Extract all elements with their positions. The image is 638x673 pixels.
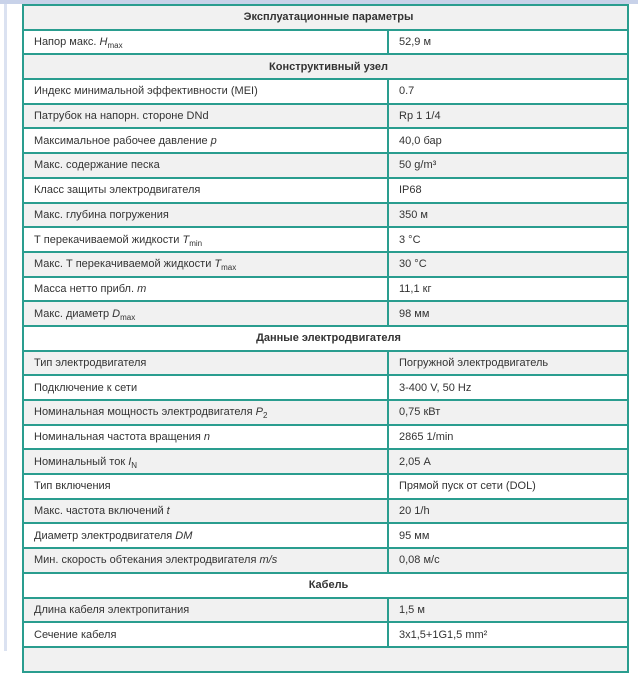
- spec-row: [23, 548, 628, 573]
- spec-label-text: Патрубок на напорн. стороне DNd: [34, 110, 209, 123]
- spec-row: [23, 598, 628, 623]
- section-header-row: [23, 54, 628, 79]
- spec-value-text: 2865 1/min: [399, 431, 454, 444]
- section-header-row: [23, 5, 628, 30]
- formula-symbol: D: [112, 307, 121, 320]
- spec-row: [23, 178, 628, 203]
- spec-label-text: Тип включения: [34, 480, 111, 493]
- spec-label-text: Макс. Т перекачиваемой жидкости: [34, 258, 215, 271]
- spec-label-text: Подключение к сети: [34, 381, 138, 394]
- spec-value-text: 52,9 м: [399, 36, 432, 49]
- spec-label-text: Мин. скорость обтекания электродвигателя: [34, 554, 260, 567]
- spec-label-text: Класс защиты электродвигателя: [34, 184, 201, 197]
- spec-value-text: 3x1,5+1G1,5 mm²: [399, 628, 488, 641]
- spec-row: [23, 523, 628, 548]
- page-frame-left-edge: [4, 4, 7, 651]
- spec-row: [23, 375, 628, 400]
- spec-value-text: 30 °C: [399, 258, 427, 271]
- spec-label-text: Максимальное рабочее давление: [34, 134, 211, 147]
- spec-value-text: 350 м: [399, 208, 428, 221]
- formula-symbol: n: [203, 431, 211, 444]
- spec-label-cell: [23, 128, 388, 153]
- formula-symbol: H: [99, 36, 108, 49]
- spec-label-text: Номинальная мощность электродвигателя: [34, 406, 256, 419]
- spec-row: [23, 227, 628, 252]
- spec-row: [23, 79, 628, 104]
- formula-symbol: P: [255, 406, 263, 419]
- section-header-row: [23, 573, 628, 598]
- spec-value-text: Rp 1 1/4: [399, 110, 441, 123]
- spec-value-text: 20 1/h: [399, 505, 430, 518]
- section-header-row: [23, 326, 628, 351]
- spec-value-text: 0,08 м/с: [399, 554, 440, 567]
- spec-label-cell: [23, 351, 388, 376]
- section-header-label: Данные электродвигателя: [23, 326, 628, 351]
- spec-label-cell: [23, 425, 388, 450]
- spec-value-cell: [388, 499, 628, 524]
- spec-value-cell: [388, 104, 628, 129]
- spec-label-cell: [23, 301, 388, 326]
- spec-row: [23, 474, 628, 499]
- spec-label-cell: [23, 104, 388, 129]
- spec-value-cell: [388, 203, 628, 228]
- spec-value-text: 95 мм: [399, 529, 430, 542]
- formula-symbol: DM: [175, 529, 193, 542]
- formula-symbol: T: [182, 233, 190, 246]
- spec-label-text: Макс. частота включений: [34, 505, 167, 518]
- spec-label-cell: [23, 499, 388, 524]
- spec-value-text: 0.7: [399, 85, 415, 98]
- spec-value-text: 3-400 V, 50 Hz: [399, 381, 472, 394]
- spec-label-text: Масса нетто прибл.: [34, 282, 138, 295]
- formula-subscript: 2: [262, 411, 268, 421]
- spec-row: [23, 400, 628, 425]
- spec-value-text: 40,0 бар: [399, 134, 442, 147]
- spec-value-cell: [388, 375, 628, 400]
- spec-row: [23, 203, 628, 228]
- spec-label-text: Макс. глубина погружения: [34, 208, 169, 221]
- spec-row: [23, 104, 628, 129]
- spec-value-text: Погружной электродвигатель: [399, 356, 549, 369]
- formula-subscript: max: [120, 312, 136, 322]
- spec-row: [23, 277, 628, 302]
- spec-value-text: 3 °C: [399, 233, 421, 246]
- spec-label-text: Диаметр электродвигателя: [34, 529, 176, 542]
- spec-label-text: Макс. диаметр: [34, 307, 113, 320]
- formula-symbol: p: [210, 134, 217, 147]
- spec-value-cell: [388, 128, 628, 153]
- spec-label-cell: [23, 400, 388, 425]
- formula-symbol: I: [128, 455, 132, 468]
- spec-row: [23, 622, 628, 647]
- spec-value-text: 98 мм: [399, 307, 430, 320]
- formula-symbol: T: [214, 258, 222, 271]
- spec-label-cell: [23, 153, 388, 178]
- spec-value-cell: [388, 598, 628, 623]
- spec-value-text: 0,75 кВт: [399, 406, 441, 419]
- spec-label-text: Т перекачиваемой жидкости: [34, 233, 183, 246]
- spec-label-cell: [23, 523, 388, 548]
- spec-value-cell: [388, 277, 628, 302]
- spec-label-cell: [23, 598, 388, 623]
- spec-label-cell: [23, 277, 388, 302]
- spec-label-cell: [23, 252, 388, 277]
- spec-value-cell: [388, 178, 628, 203]
- spec-row: [23, 351, 628, 376]
- spec-label-cell: [23, 474, 388, 499]
- spec-row: [23, 128, 628, 153]
- spec-label-cell: [23, 30, 388, 55]
- spec-value-cell: [388, 449, 628, 474]
- spec-value-cell: [388, 227, 628, 252]
- spec-value-cell: [388, 622, 628, 647]
- spec-value-text: 50 g/m³: [399, 159, 437, 172]
- spec-value-cell: [388, 548, 628, 573]
- spec-value-text: 2,05 А: [399, 455, 431, 468]
- spec-label-text: Номинальный ток: [34, 455, 129, 468]
- spec-row: [23, 499, 628, 524]
- spec-value-cell: [388, 153, 628, 178]
- spec-value-text: 11,1 кг: [399, 282, 432, 295]
- spec-label-text: Тип электродвигателя: [34, 356, 147, 369]
- formula-subscript: max: [221, 263, 237, 273]
- spec-label-cell: [23, 622, 388, 647]
- spec-value-cell: [388, 351, 628, 376]
- formula-symbol: m/s: [259, 554, 278, 567]
- spec-value-cell: [388, 523, 628, 548]
- spec-value-cell: [388, 301, 628, 326]
- spec-label-text: Длина кабеля электропитания: [34, 603, 190, 616]
- spec-value-text: Прямой пуск от сети (DOL): [399, 480, 536, 493]
- section-header-label: Конструктивный узел: [23, 54, 628, 79]
- spec-label-cell: [23, 548, 388, 573]
- spec-row: [23, 153, 628, 178]
- spec-label-cell: [23, 203, 388, 228]
- spec-value-text: 1,5 м: [399, 603, 425, 616]
- spec-label-cell: [23, 375, 388, 400]
- formula-symbol: m: [137, 282, 147, 295]
- spec-label-text: Макс. содержание песка: [34, 159, 160, 172]
- spec-label-cell: [23, 449, 388, 474]
- spec-row: [23, 301, 628, 326]
- spec-row: [23, 30, 628, 55]
- formula-symbol: t: [166, 505, 170, 518]
- spec-label-text: Напор макс.: [34, 36, 100, 49]
- spec-value-cell: [388, 400, 628, 425]
- spec-value-text: IP68: [399, 184, 422, 197]
- formula-subscript: N: [131, 460, 138, 470]
- spec-value-cell: [388, 30, 628, 55]
- spec-row: [23, 252, 628, 277]
- spec-row: [23, 449, 628, 474]
- spec-label-text: Номинальная частота вращения: [34, 431, 204, 444]
- spec-value-cell: [388, 79, 628, 104]
- spec-value-cell: [388, 474, 628, 499]
- spec-label-cell: [23, 79, 388, 104]
- spec-label-text: Индекс минимальной эффективности (MEI): [34, 85, 258, 98]
- spec-label-text: Сечение кабеля: [34, 628, 117, 641]
- spec-table-body: [23, 5, 628, 672]
- spec-label-cell: [23, 178, 388, 203]
- formula-subscript: min: [189, 238, 203, 248]
- spec-label-cell: [23, 227, 388, 252]
- formula-subscript: max: [107, 41, 123, 51]
- spec-value-cell: [388, 252, 628, 277]
- spec-value-cell: [388, 425, 628, 450]
- spec-table: [22, 4, 629, 673]
- spec-row: [23, 425, 628, 450]
- section-header-label: Эксплуатационные параметры: [23, 5, 628, 30]
- section-header-label: Кабель: [23, 573, 628, 598]
